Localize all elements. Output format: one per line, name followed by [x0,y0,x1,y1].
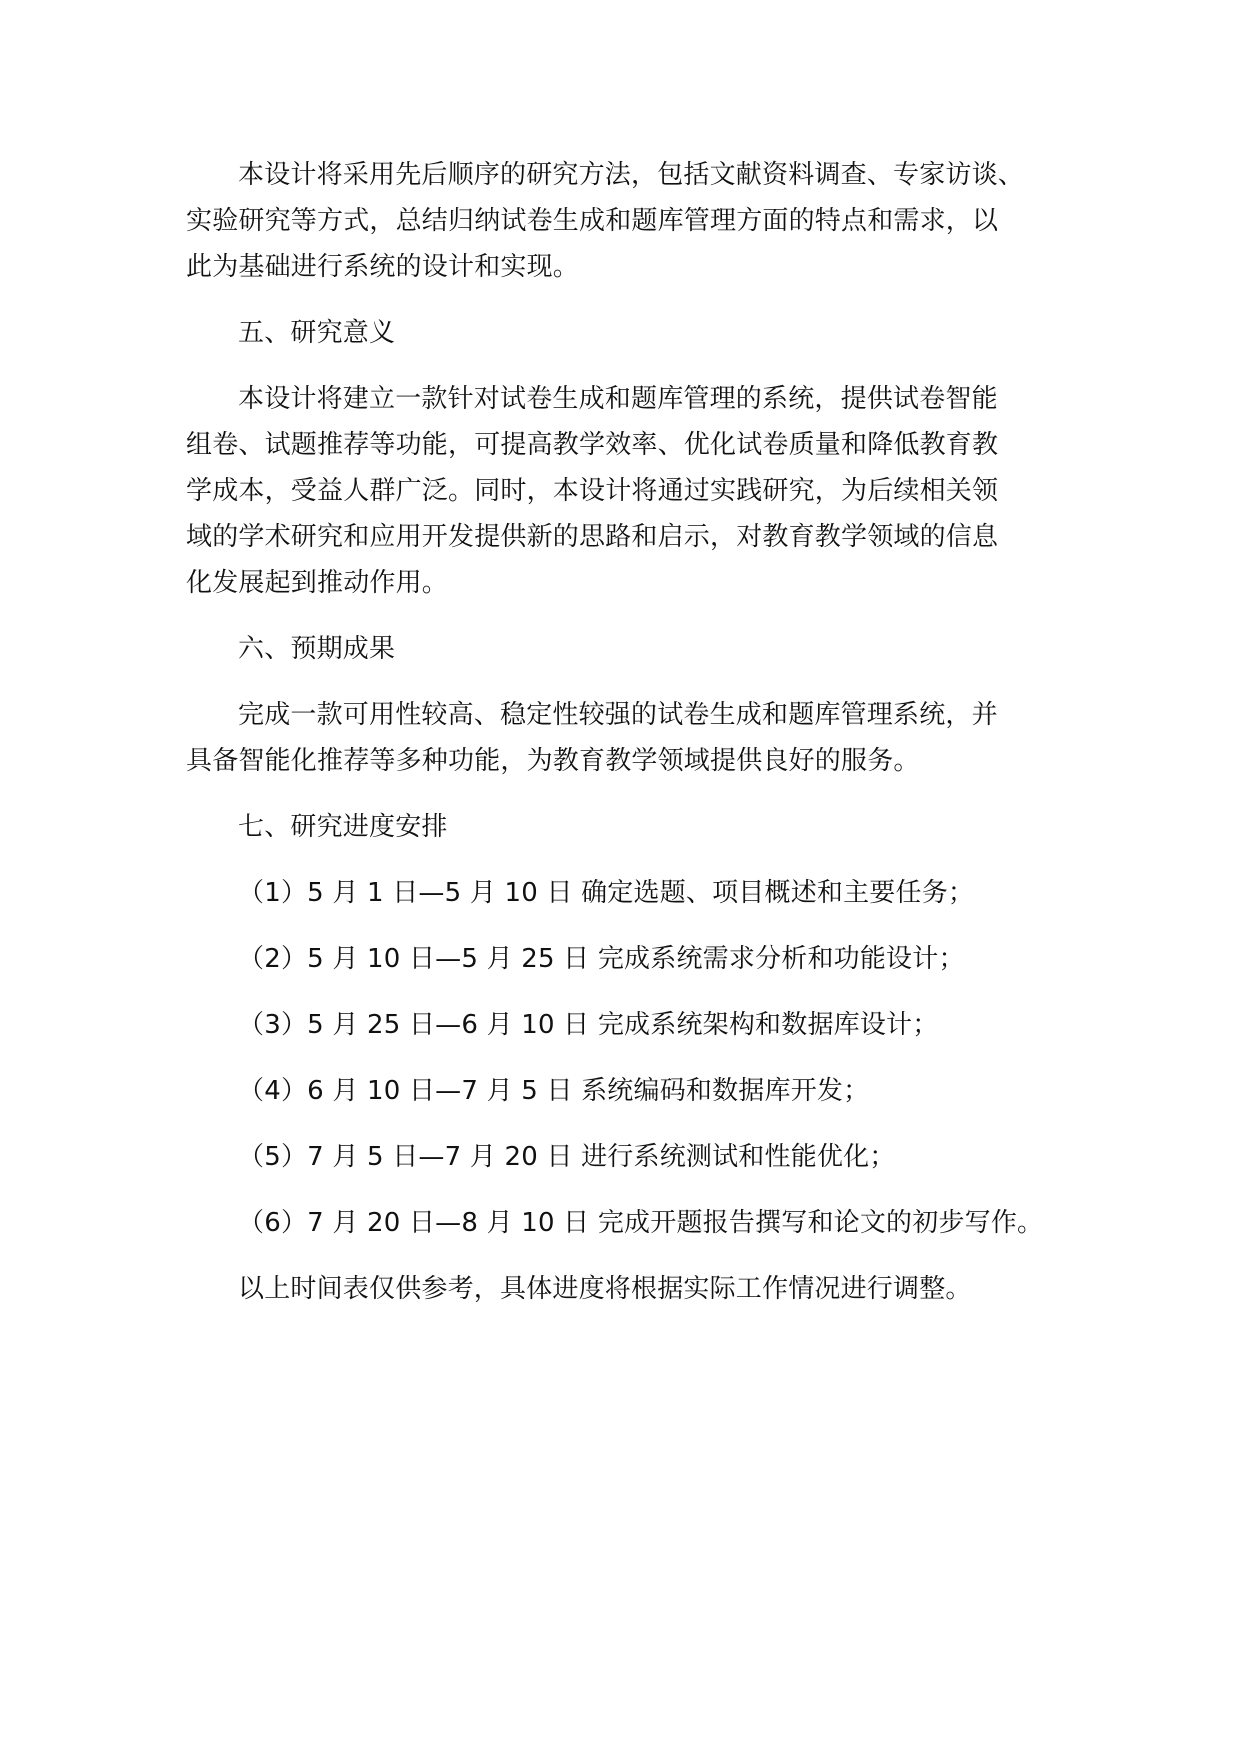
schedule-item-1: （1）5 月 1 日—5 月 10 日 确定选题、项目概述和主要任务； [238,878,975,908]
text-line: 域的学术研究和应用开发提供新的思路和启示，对教育教学领域的信息 [186,522,999,552]
paragraph-research-method [186,152,1056,290]
document-body [186,152,1056,1332]
schedule-item-6: （6）7 月 20 日—8 月 10 日 完成开题报告撰写和论文的初步写作。 [238,1208,1044,1238]
section-heading-results: 六、预期成果 [238,634,396,664]
schedule-item-5: （5）7 月 5 日—7 月 20 日 进行系统测试和性能优化； [238,1142,896,1172]
paragraph-expected-results [186,692,1056,784]
schedule-item-4: （4）6 月 10 日—7 月 5 日 系统编码和数据库开发； [238,1076,870,1106]
text-line: 本设计将建立一款针对试卷生成和题库管理的系统，提供试卷智能 [238,384,998,414]
section-heading-significance: 五、研究意义 [238,318,396,348]
text-line: 学成本，受益人群广泛。同时，本设计将通过实践研究，为后续相关领 [186,476,999,506]
text-line: 以上时间表仅供参考，具体进度将根据实际工作情况进行调整。 [238,1274,972,1304]
text-line: 具备智能化推荐等多种功能，为教育教学领域提供良好的服务。 [186,746,920,776]
schedule-item-3: （3）5 月 25 日—6 月 10 日 完成系统架构和数据库设计； [238,1010,939,1040]
section-heading-schedule: 七、研究进度安排 [238,812,448,842]
text-line: 本设计将采用先后顺序的研究方法，包括文献资料调查、专家访谈、 [238,160,1025,190]
paragraph-significance [186,376,1056,606]
text-line: 化发展起到推动作用。 [186,568,449,598]
text-line: 完成一款可用性较高、稳定性较强的试卷生成和题库管理系统，并 [238,700,998,730]
schedule-item-2: （2）5 月 10 日—5 月 25 日 完成系统需求分析和功能设计； [238,944,965,974]
text-line: 组卷、试题推荐等功能，可提高教学效率、优化试卷质量和降低教育教 [186,430,999,460]
text-line: 实验研究等方式，总结归纳试卷生成和题库管理方面的特点和需求，以 [186,206,999,236]
paragraph-schedule-note [186,1266,1056,1312]
text-line: 此为基础进行系统的设计和实现。 [186,252,580,282]
